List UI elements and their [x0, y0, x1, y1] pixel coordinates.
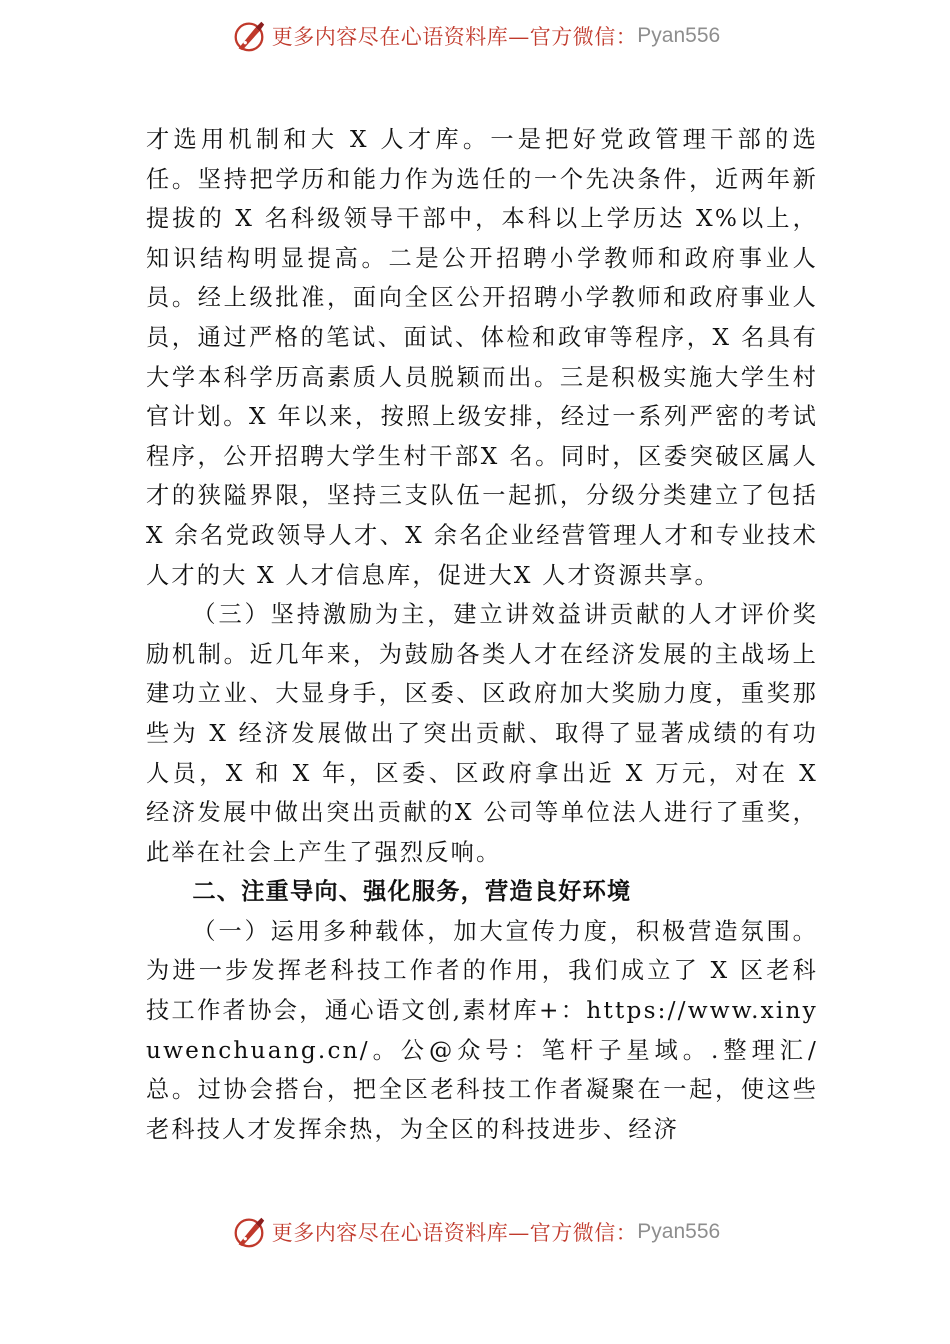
document-body — [146, 120, 818, 1149]
pen-logo-icon — [230, 1213, 268, 1251]
section-heading: 二、注重导向、强化服务，营造良好环境 — [192, 878, 632, 906]
footer-watermark-banner — [0, 1210, 950, 1254]
banner-text: 更多内容尽在心语资料库—官方微信： — [271, 1221, 638, 1245]
pen-logo-icon — [230, 17, 268, 55]
header-watermark-banner — [0, 14, 950, 58]
banner-wechat-id: Pyan556 — [637, 24, 721, 47]
banner-wechat-id: Pyan556 — [637, 1220, 721, 1243]
paragraph: （三）坚持激励为主，建立讲效益讲贡献的人才评价奖励机制。近几年来，为鼓励各类人才在经济发展的主战场上建功立业、大显身手，区委、区政府加大奖励力度，重奖那些为 X 经济发展做出了突出贡献、取得了显著成绩的有功人员，X 和 X 年，区委、区政府拿出近 X 万元，对在 X 经济发展中做出突出贡献的X 公司等单位法人进行了重奖，此举在社会上产生了强烈反响。 — [146, 601, 818, 866]
paragraph: （一）运用多种载体，加大宣传力度，积极营造氛围。为进一步发挥老科技工作者的作用，我们成立了 X 区老科技工作者协会，通心语文创,素材库+：https://www.xinyuwenchuang.cn/。公@众号：笔杆子星域。.整理汇/总。过协会搭台，把全区老科技工作者凝聚在一起，使这些老科技人才发挥余热，为全区的科技进步、经济 — [146, 917, 818, 1143]
banner-text: 更多内容尽在心语资料库—官方微信： — [271, 25, 638, 49]
paragraph: 才选用机制和大 X 人才库。一是把好党政管理干部的选任。坚持把学历和能力作为选任的一个先决条件，近两年新提拔的 X 名科级领导干部中，本科以上学历达 X%以上，知识结构明显提高。二是公开招聘小学教师和政府事业人员。经上级批准，面向全区公开招聘小学教师和政府事业人员，通过严格的笔试、面试、体检和政审等程序，X 名具有大学本科学历高素质人员脱颖而出。三是积极实施大学生村官计划。X 年以来，按照上级安排，经过一系列严密的考试程序，公开招聘大学生村干部X 名。同时，区委突破区属人才的狭隘界限，坚持三支队伍一起抓，分级分类建立了包括X 余名党政领导人才、X 余名企业经营管理人才和专业技术人才的大 X 人才信息库，促进大X 人才资源共享。 — [146, 126, 818, 589]
